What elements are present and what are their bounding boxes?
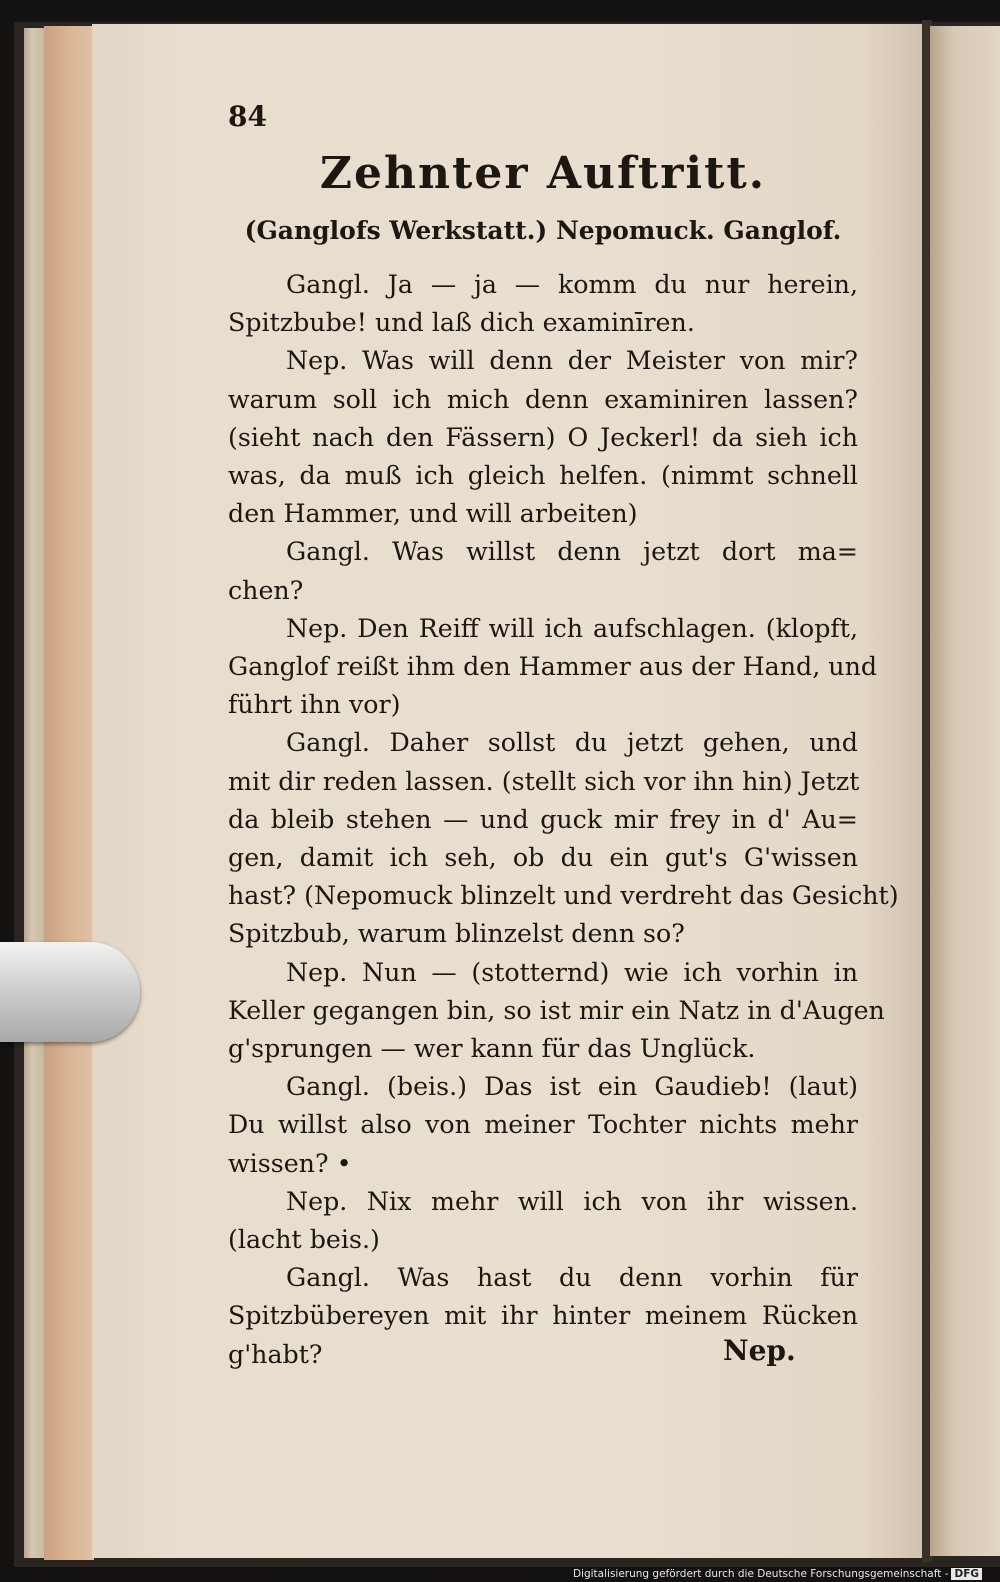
dialogue-body <box>228 266 899 1374</box>
page-edge <box>24 28 45 1558</box>
scene-description: (Ganglofs Werkstatt.) Nepomuck. Ganglof. <box>244 216 842 245</box>
text-line: den Hammer, und will arbeiten) <box>228 499 638 529</box>
text-line: Nep. Was will denn der Meister von mir? <box>286 346 858 376</box>
text-line: Nep. Nun — (stotternd) wie ich vorhin in <box>286 957 858 987</box>
credit-text: Digitalisierung gefördert durch die Deutsche Forschungsgemeinschaft - <box>572 1568 949 1580</box>
dfg-logo: DFG <box>951 1568 982 1580</box>
text-line: Du willst also von meiner Tochter nichts mehr <box>228 1110 858 1140</box>
page-number: 84 <box>228 100 267 133</box>
text-line: Spitzbübereyen mit ihr hinter meinem Rücken <box>228 1301 858 1331</box>
text-line: g'sprungen — wer kann für das Unglück. <box>228 1034 756 1064</box>
page-edge-inner <box>44 26 94 1560</box>
text-line: Nep. Den Reiff will ich aufschlagen. (klopft, <box>286 613 858 643</box>
text-line: warum soll ich mich denn examiniren lassen? <box>228 384 858 414</box>
text-line: wissen? • <box>228 1148 352 1178</box>
text-line: was, da muß ich gleich helfen. (nimmt schnell <box>228 461 858 491</box>
text-line: gen, damit ich seh, ob du ein gut's G'wissen <box>228 843 858 873</box>
text-line: Spitzbube! und laß dich examinīren. <box>228 308 695 338</box>
text-line: (sieht nach den Fässern) O Jeckerl! da sieh ich <box>228 422 858 452</box>
text-line: hast? (Nepomuck blinzelt und verdreht das Gesicht) <box>228 881 899 911</box>
digitization-credit <box>573 1568 982 1580</box>
page-text <box>228 100 899 1400</box>
text-line: mit dir reden lassen. (stellt sich vor ihn hin) Jetzt <box>228 766 860 796</box>
text-line: chen? <box>228 575 304 605</box>
text-line: Gangl. Ja — ja — komm du nur herein, <box>286 270 858 299</box>
text-line: Gangl. Was hast du denn vorhin für <box>286 1263 858 1293</box>
text-line: Gangl. Daher sollst du jetzt gehen, und <box>286 728 858 758</box>
text-line: g'habt? <box>228 1339 323 1369</box>
text-line: Gangl. Was willst denn jetzt dort ma= <box>286 537 858 567</box>
page-clip <box>0 942 140 1042</box>
facing-page-edge <box>930 26 1000 1556</box>
text-line: Gangl. (beis.) Das ist ein Gaudieb! (laut) <box>286 1072 858 1102</box>
text-line: führt ihn vor) <box>228 690 401 720</box>
text-line: Keller gegangen bin, so ist mir ein Natz in d'Augen <box>228 995 885 1025</box>
text-line: Spitzbub, warum blinzelst denn so? <box>228 919 685 949</box>
scene-heading: Zehnter Auftritt. <box>319 148 767 199</box>
text-line: Ganglof reißt ihm den Hammer aus der Hand, und <box>228 652 878 682</box>
catchword: Nep. <box>723 1334 796 1367</box>
text-line: Nep. Nix mehr will ich von ihr wissen. <box>286 1186 858 1216</box>
text-line: (lacht beis.) <box>228 1225 380 1255</box>
text-line: da bleib stehen — und guck mir frey in d' Au= <box>228 804 858 834</box>
